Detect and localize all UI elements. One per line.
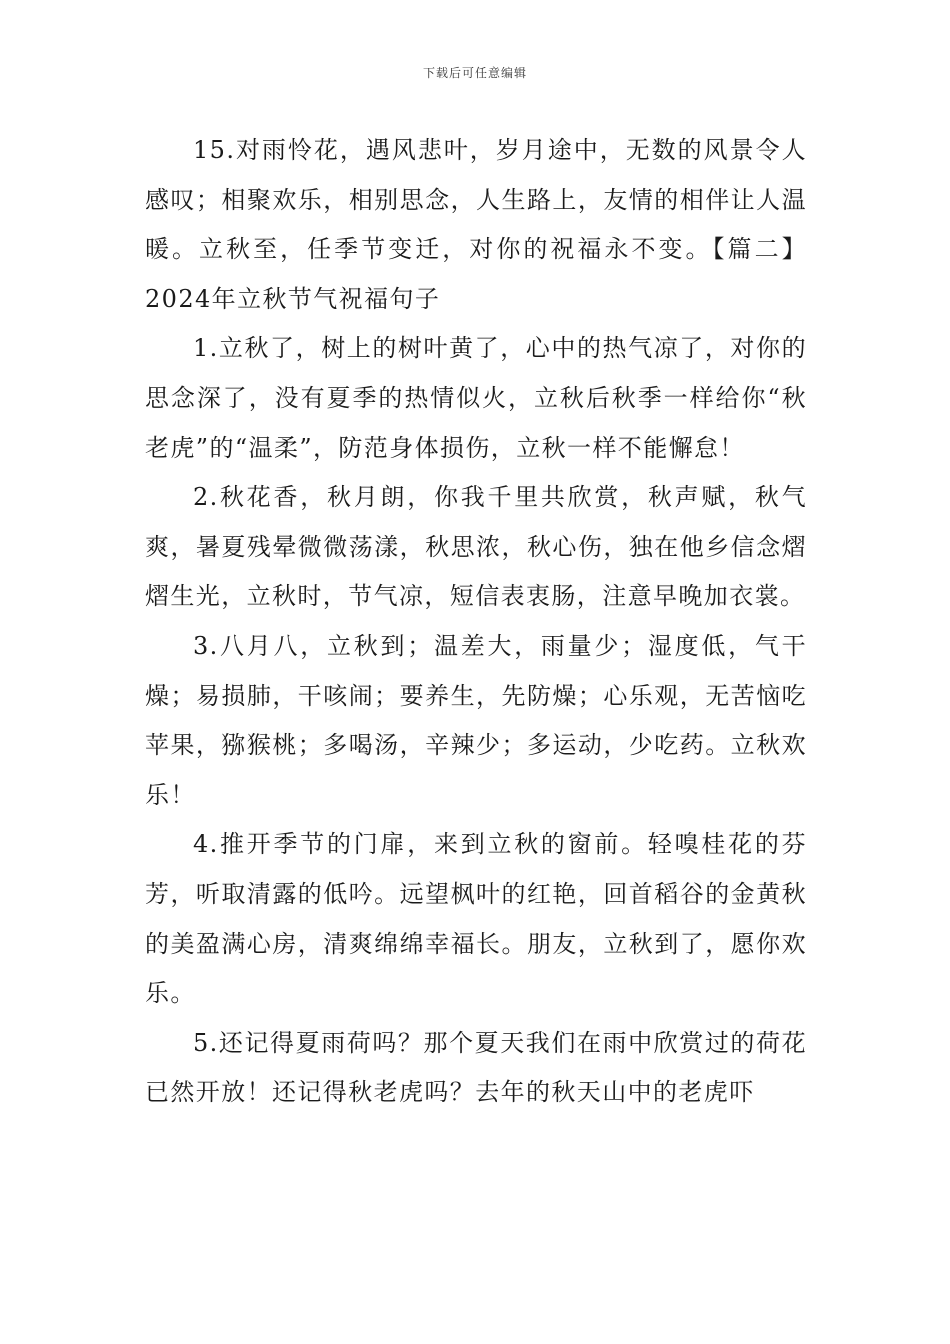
paragraph-5: 5.还记得夏雨荷吗？那个夏天我们在雨中欣赏过的荷花已然开放！还记得秋老虎吗？去年的秋天山中的老虎吓 (145, 1028, 807, 1107)
paragraph-1: 1.立秋了，树上的树叶黄了，心中的热气凉了，对你的思念深了，没有夏季的热情似火，立秋后秋季一样给你“秋老虎”的“温柔”，防范身体损伤，立秋一样不能懈怠！ (145, 334, 807, 462)
page-header: 下载后可任意编辑 (422, 66, 527, 80)
document-body (145, 126, 807, 1118)
paragraph-3: 3.八月八，立秋到；温差大，雨量少；湿度低，气干燥；易损肺，干咳闹；要养生，先防燥；心乐观，无苦恼吃苹果，猕猴桃；多喝汤，辛辣少；多运动，少吃药。立秋欢乐！ (145, 631, 807, 809)
paragraph-4: 4.推开季节的门扉，来到立秋的窗前。轻嗅桂花的芬芳，听取清露的低吟。远望枫叶的红艳，回首稻谷的金黄秋的美盈满心房，清爽绵绵幸福长。朋友，立秋到了，愿你欢乐。 (145, 830, 807, 1008)
paragraph-15: 15.对雨怜花，遇风悲叶，岁月途中，无数的风景令人感叹；相聚欢乐，相别思念，人生路上，友情的相伴让人温暖。立秋至，任季节变迁，对你的祝福永不变。【篇二】2024年立秋节气祝福句子 (145, 136, 807, 313)
paragraph-2: 2.秋花香，秋月朗，你我千里共欣赏，秋声赋，秋气爽，暑夏残晕微微荡漾，秋思浓，秋心伤，独在他乡信念熠熠生光，立秋时，节气凉，短信表衷肠，注意早晚加衣裳。 (145, 483, 807, 611)
